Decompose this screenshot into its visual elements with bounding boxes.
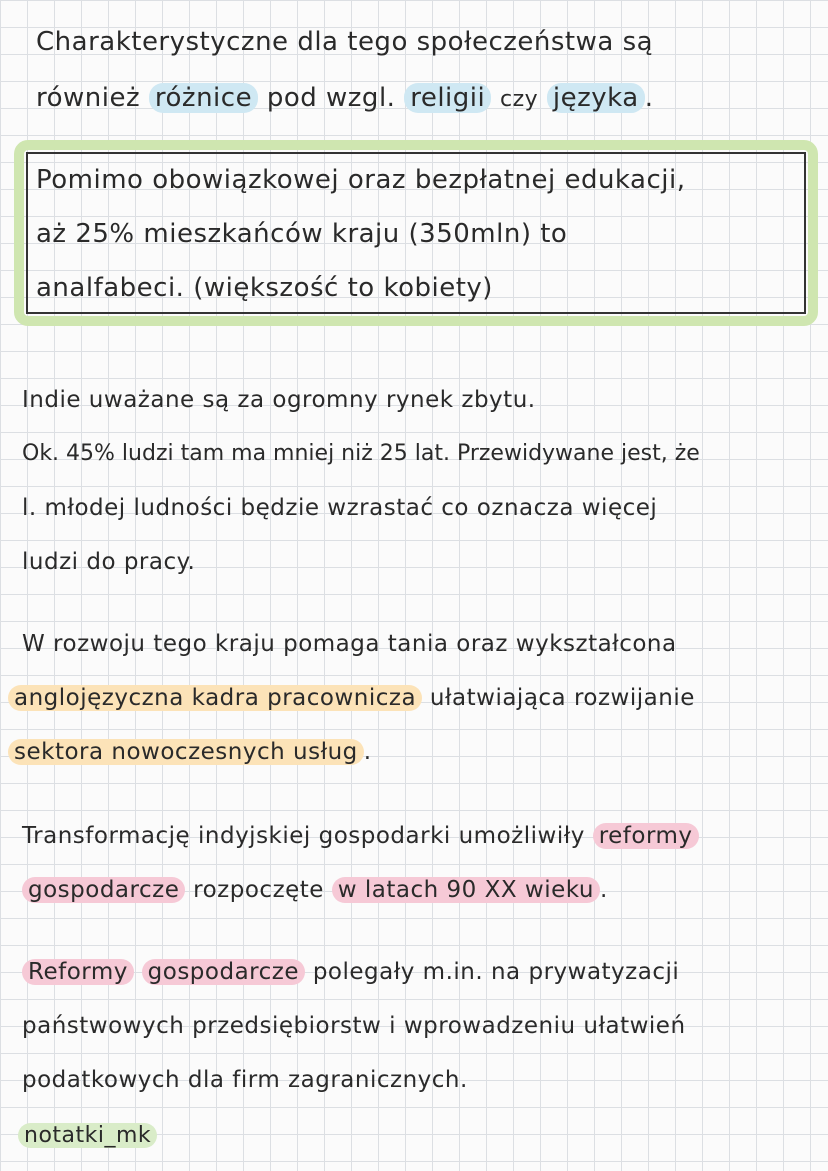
highlight-roznice: różnice (149, 83, 258, 113)
p1-line-2 (36, 78, 828, 120)
p5-line-3 (22, 1060, 828, 1100)
p4-text: . (599, 877, 608, 903)
p2-text: l. młodej ludności będzie wzrastać co oznacza więcej (22, 495, 658, 521)
p5-text: polegały m.in. na prywatyzacji (312, 959, 680, 985)
p2-text: Indie uważane są za ogromny rynek zbytu. (22, 387, 536, 413)
box-text: aż 25% mieszkańców kraju (350mln) to (36, 219, 568, 249)
p4-line-1 (22, 816, 828, 856)
p2-line-2 (22, 434, 828, 474)
p1-text: . (644, 83, 654, 113)
p1-text: pod wzgl. (266, 83, 396, 113)
box-line-1 (36, 160, 828, 200)
p4-text: rozpoczęte (193, 877, 324, 903)
p5-text: państwowych przedsiębiorstw i wprowadzeniu ułatwień (22, 1013, 686, 1039)
box-line-2 (36, 214, 828, 254)
p3-text: ułatwiająca rozwijanie (429, 685, 695, 711)
p1-text: czy (499, 87, 539, 112)
highlight-gospodarcze: gospodarcze (22, 877, 185, 903)
p4-line-2 (22, 870, 828, 910)
p2-text: Ok. 45% ludzi tam ma mniej niż 25 lat. Przewidywane jest, że (22, 441, 700, 466)
p2-line-3 (22, 488, 828, 528)
box-text: analfabeci. (większość to kobiety) (36, 273, 493, 303)
highlight-reformy-2: Reformy (22, 959, 134, 985)
p5-line-1 (22, 952, 828, 992)
p5-line-2 (22, 1006, 828, 1046)
p3-line-1 (22, 624, 828, 664)
p5-text: podatkowych dla firm zagranicznych. (22, 1067, 468, 1093)
p1-line-1 (36, 22, 828, 62)
highlight-sektor: sektora nowoczesnych usług (8, 739, 364, 765)
box-line-3 (36, 268, 828, 308)
p4-text: Transformację indyjskiej gospodarki umożliwiły (22, 823, 585, 849)
p3-line-3 (8, 732, 828, 772)
box-text: Pomimo obowiązkowej oraz bezpłatnej edukacji, (36, 165, 686, 195)
p2-text: ludzi do pracy. (22, 549, 196, 575)
highlight-religii: religii (404, 83, 491, 113)
p2-line-4 (22, 542, 828, 582)
p3-line-2 (8, 678, 828, 718)
p1-text: również (36, 83, 141, 113)
highlight-lata-90: w latach 90 XX wieku (332, 877, 600, 903)
signature: notatki_mk (18, 1123, 157, 1148)
highlight-gospodarcze-2: gospodarcze (142, 959, 305, 985)
p3-text: W rozwoju tego kraju pomaga tania oraz wykształcona (22, 631, 677, 657)
p1-text: Charakterystyczne dla tego społeczeństwa są (36, 27, 654, 57)
p3-text: . (363, 739, 372, 765)
highlight-kadra: anglojęzyczna kadra pracownicza (8, 685, 422, 711)
highlight-jezyka: języka (547, 83, 645, 113)
signature-line (18, 1116, 828, 1156)
p2-line-1 (22, 380, 828, 420)
highlight-reformy: reformy (593, 823, 699, 849)
